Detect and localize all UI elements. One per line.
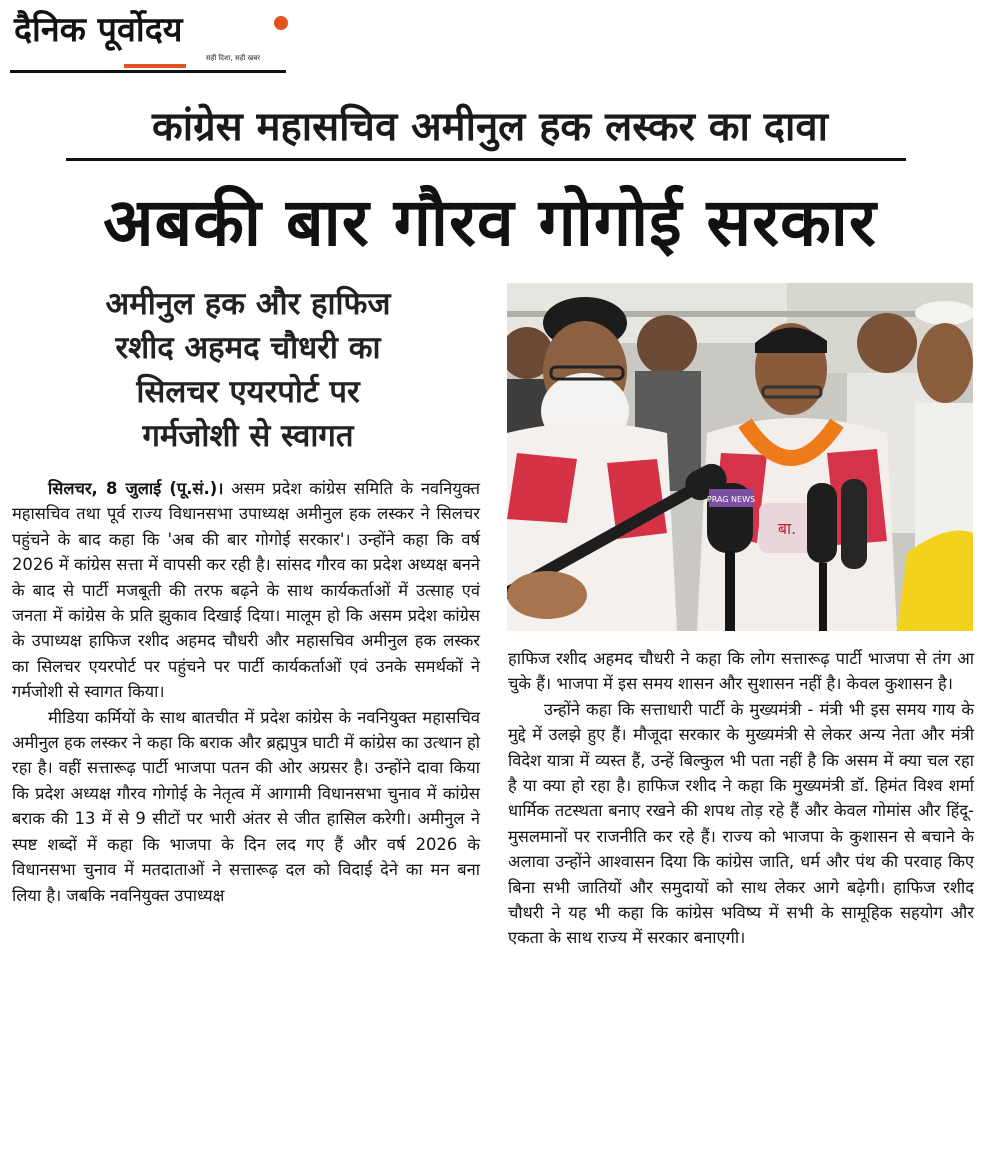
kicker-divider [66,158,906,161]
article-paragraph: उन्होंने कहा कि सत्ताधारी पार्टी के मुख्यमंत्री - मंत्री भी इस समय गाय के मुद्दे में उलझे हुए हैं। मौजूदा सरकार के मुख्यमंत्री से लेकर अन्य नेता और मंत्री विदेश यात्रा में व्यस्त हैं, उन्हें बिल्कुल भी पता नहीं है कि असम में क्या चल रहा है या क्या हो रहा है। हाफिज रशीद ने कहा कि मुख्यमंत्री डॉ. हिमंत विश्व शर्मा धार्मिक तटस्थता बनाए रखने की शपथ तोड़ रहे हैं और केवल गोमांस और हिंदू-मुसलमानों पर राजनीति कर रहे हैं। राज्य को भाजपा के कुशासन से बचाने के अलावा उन्होंने आश्वासन दिया कि कांग्रेस जाति, धर्म और पंथ की परवाह किए बिना सभी जातियों और समुदायों को साथ लेकर आगे बढ़ेगी। हाफिज रशीद चौधरी ने यह भी कहा कि कांग्रेस भविष्य में सभी के सामूहिक सहयोग और एकता के साथ राज्य में सरकार बनाएगी। [508,699,974,948]
mic-label-prag: PRAG NEWS [706,495,756,504]
masthead-tagline: सही दिशा, सही खबर [206,54,261,62]
masthead-rule [10,70,286,73]
subheadline-line: रशीद अहमद चौधरी का [115,330,381,366]
article-paragraph: मीडिया कर्मियों के साथ बातचीत में प्रदेश कांग्रेस के नवनियुक्त महासचिव अमीनुल हक लस्कर ने कहा कि बराक और ब्रह्मपुत्र घाटी में कांग्रेस का उत्थान हो रहा है। वहीं सत्तारूढ़ पार्टी भाजपा पतन की ओर अग्रसर है। उन्होंने दावा किया कि प्रदेश अध्यक्ष गौरव गोगोई के नेतृत्व में आगामी विधानसभा चुनाव में कांग्रेस बराक की 13 में से 9 सीटों पर भारी अंतर से जीत हासिल करेगी। अमीनुल ने स्पष्ट शब्दों में कहा कि भाजपा के दिन लद गए हैं और वर्ष 2026 के विधानसभा चुनाव में मतदाताओं ने सत्तारूढ़ दल को विदाई देने का मन बना लिया है। जबकि नवनियुक्त उपाध्यक्ष [12,707,480,905]
headline-kicker: कांग्रेस महासचिव अमीनुल हक लस्कर का दावा [152,104,828,150]
subheadline-line: गर्मजोशी से स्वागत [142,418,354,454]
main-headline: अबकी बार गौरव गोगोई सरकार [103,184,877,261]
news-photo [507,283,973,631]
logo-dot [274,16,288,30]
article-paragraph [12,476,480,705]
newspaper-logo: दैनिक पूर्वोदय [14,10,183,50]
article-column-right [508,646,974,951]
photo-illustration [507,283,973,631]
subheadline [12,282,484,458]
article-column-left [12,476,480,908]
dateline: सिलचर, 8 जुलाई (पू.सं.)। [48,479,224,498]
subheadline-line: सिलचर एयरपोर्ट पर [136,374,360,410]
subheadline-line: अमीनुल हक और हाफिज [105,286,391,322]
masthead [10,6,290,70]
paragraph-text: असम प्रदेश कांग्रेस समिति के नवनियुक्त महासचिव तथा पूर्व राज्य विधानसभा उपाध्यक्ष अमीनुल हक लस्कर ने सिलचर पहुंचने के बाद कहा कि 'अब की बार गोगोई सरकार'। उन्होंने कहा कि वर्ष 2026 में कांग्रेस सत्ता में वापसी कर रही है। सांसद गौरव का प्रदेश अध्यक्ष बनने के बाद से पार्टी मजबूती की तरफ बढ़ने के साथ कार्यकर्ताओं में उत्साह एवं जनता में कांग्रेस के प्रति झुकाव दिखाई दिया। मालूम हो कि असम प्रदेश कांग्रेस के उपाध्यक्ष हाफिज रशीद अहमद चौधरी और महासचिव अमीनुल हक लस्कर का सिलचर एयरपोर्ट पर पहुंचने पर पार्टी कार्यकर्ताओं एवं उनके समर्थकों ने गर्मजोशी से स्वागत किया। [12,479,480,702]
logo-strip [124,64,186,68]
mic-label-ba: बा. [777,519,797,538]
article-paragraph: हाफिज रशीद अहमद चौधरी ने कहा कि लोग सत्तारूढ़ पार्टी भाजपा से तंग आ चुके हैं। भाजपा में इस समय शासन और सुशासन नहीं है। केवल कुशासन है। [508,649,974,694]
